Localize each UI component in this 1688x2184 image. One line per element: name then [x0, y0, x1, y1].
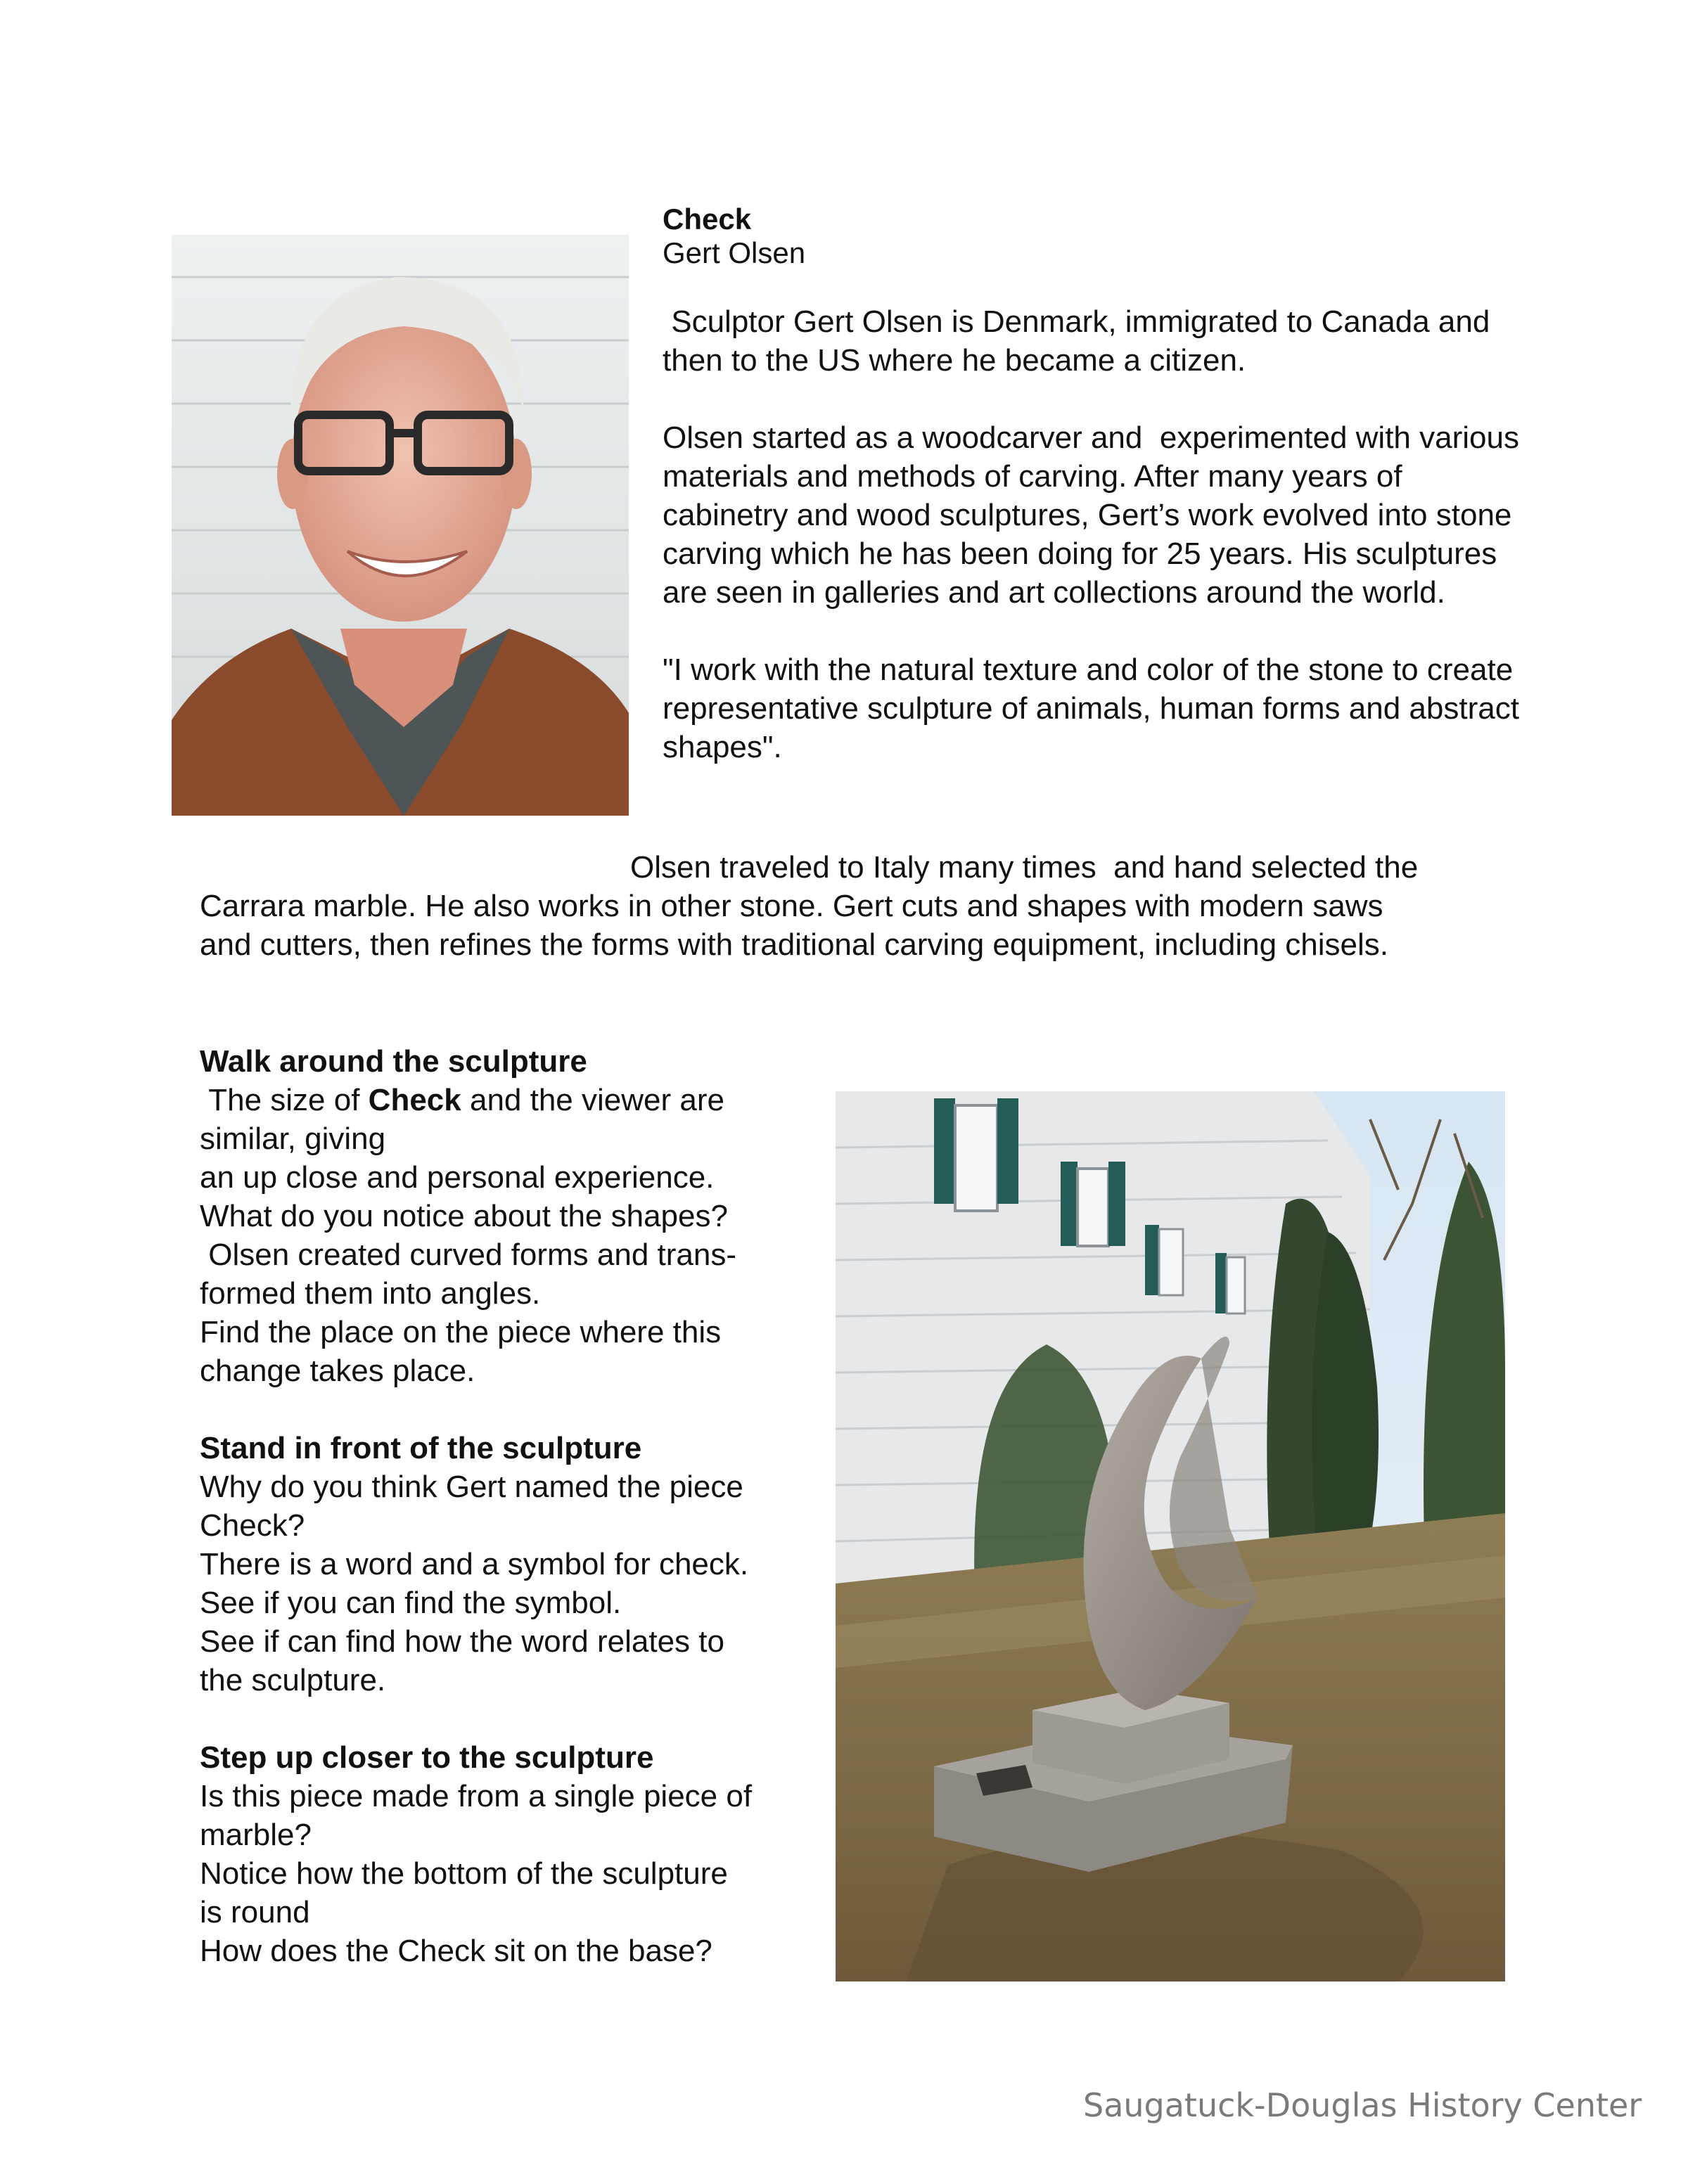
walk-line-1-title: Check	[368, 1083, 461, 1117]
walk-around-heading: Walk around the sculpture	[200, 1044, 587, 1079]
walk-line-4: What do you notice about the shapes?	[200, 1199, 728, 1233]
walk-around-section	[200, 1042, 819, 1390]
walk-line-1	[200, 1081, 819, 1119]
sculpture-photo	[836, 1091, 1505, 1981]
stand-in-front-heading: Stand in front of the sculpture	[200, 1431, 642, 1465]
walk-line-1-post: and the viewer are	[461, 1083, 724, 1117]
step-line-5: How does the Check sit on the base?	[200, 1934, 712, 1968]
sculpture-illustration	[836, 1091, 1505, 1981]
materials-line-3: and cutters, then refines the forms with traditional carving equipment, including chisels.	[200, 927, 1388, 962]
stand-line-2: Check?	[200, 1508, 305, 1543]
artist-portrait-photo	[172, 235, 629, 816]
step-line-2: marble?	[200, 1818, 312, 1852]
walk-line-5: Olsen created curved forms and trans-	[200, 1238, 737, 1272]
walk-line-7: Find the place on the piece where this	[200, 1315, 722, 1349]
visitor-prompts	[200, 1042, 819, 2009]
step-line-4: is round	[200, 1895, 310, 1929]
walk-line-8: change takes place.	[200, 1354, 475, 1388]
artist-name: Gert Olsen	[663, 236, 806, 269]
bio-paragraph-materials	[200, 848, 1536, 964]
stand-line-4: See if you can find the symbol.	[200, 1586, 622, 1620]
bio-paragraph-origin: Sculptor Gert Olsen is Denmark, immigrated to Canada and then to the US where he became a citizen.	[663, 304, 1499, 378]
walk-line-2: similar, giving	[200, 1122, 386, 1156]
materials-line-2: Carrara marble. He also works in other stone. Gert cuts and shapes with modern saws	[200, 889, 1383, 923]
step-closer-heading: Step up closer to the sculpture	[200, 1740, 654, 1775]
bio-paragraph-career: Olsen started as a woodcarver and experimented with various materials and methods of carving. After many years of cabinetry and wood sculptures, Gert’s work evolved into stone carving which he has been doing for 25 years. His sculptures are seen in galleries and art collections around the world.	[663, 420, 1528, 610]
materials-line-1: Olsen traveled to Italy many times and hand selected the	[630, 850, 1419, 885]
stand-line-5: See if can find how the word relates to	[200, 1624, 724, 1659]
footer-credit: Saugatuck-Douglas History Center	[1083, 2086, 1642, 2124]
artist-bio	[663, 302, 1528, 805]
walk-line-1-pre: The size of	[200, 1083, 369, 1117]
portrait-illustration	[172, 235, 629, 816]
artist-quote: "I work with the natural texture and color of the stone to create representative sculpture of animals, human forms and abstract shapes".	[663, 653, 1528, 764]
step-line-1: Is this piece made from a single piece of	[200, 1779, 753, 1813]
step-line-3: Notice how the bottom of the sculpture	[200, 1856, 728, 1891]
artwork-title: Check	[663, 203, 752, 236]
stand-in-front-section	[200, 1429, 819, 1700]
step-closer-section	[200, 1738, 819, 1970]
stand-line-6: the sculpture.	[200, 1663, 386, 1697]
stand-line-1: Why do you think Gert named the piece	[200, 1470, 743, 1504]
walk-line-3: an up close and personal experience.	[200, 1160, 715, 1195]
walk-line-6: formed them into angles.	[200, 1276, 541, 1311]
stand-line-3: There is a word and a symbol for check.	[200, 1547, 749, 1581]
